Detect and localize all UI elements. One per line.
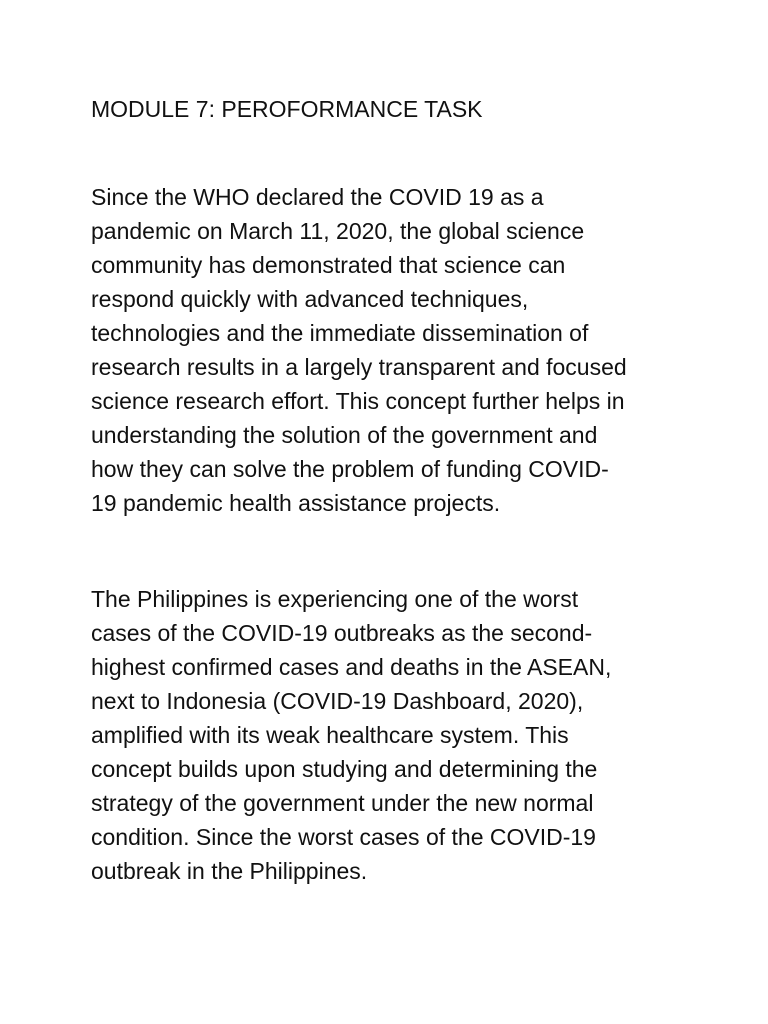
paragraph-line: cases of the COVID-19 outbreaks as the second- (91, 620, 593, 646)
paragraph-line: Since the WHO declared the COVID 19 as a (91, 184, 544, 210)
document-title: MODULE 7: PEROFORMANCE TASK (91, 96, 483, 122)
paragraph-line: research results in a largely transparent and focused (91, 354, 627, 380)
paragraph-line: amplified with its weak healthcare system. This (91, 722, 569, 748)
paragraph-line: strategy of the government under the new normal (91, 790, 594, 816)
paragraph-line: respond quickly with advanced techniques, (91, 286, 529, 312)
paragraph-line: technologies and the immediate dissemination of (91, 320, 589, 346)
paragraph-line: pandemic on March 11, 2020, the global science (91, 218, 585, 244)
paragraph-line: highest confirmed cases and deaths in the ASEAN, (91, 654, 612, 680)
paragraph-line: next to Indonesia (COVID-19 Dashboard, 2020), (91, 688, 584, 714)
paragraph-line: outbreak in the Philippines. (91, 858, 368, 884)
paragraph-line: community has demonstrated that science can (91, 252, 566, 278)
paragraph-line: condition. Since the worst cases of the COVID-19 (91, 824, 596, 850)
paragraph-2 (91, 582, 611, 888)
paragraph-line: science research effort. This concept further helps in (91, 388, 625, 414)
paragraph-line: understanding the solution of the government and (91, 422, 598, 448)
paragraph-line: concept builds upon studying and determining the (91, 756, 598, 782)
paragraph-line: 19 pandemic health assistance projects. (91, 490, 501, 516)
paragraph-line: how they can solve the problem of funding COVID- (91, 456, 609, 482)
paragraph-line: The Philippines is experiencing one of the worst (91, 586, 579, 612)
paragraph-1 (91, 180, 627, 520)
